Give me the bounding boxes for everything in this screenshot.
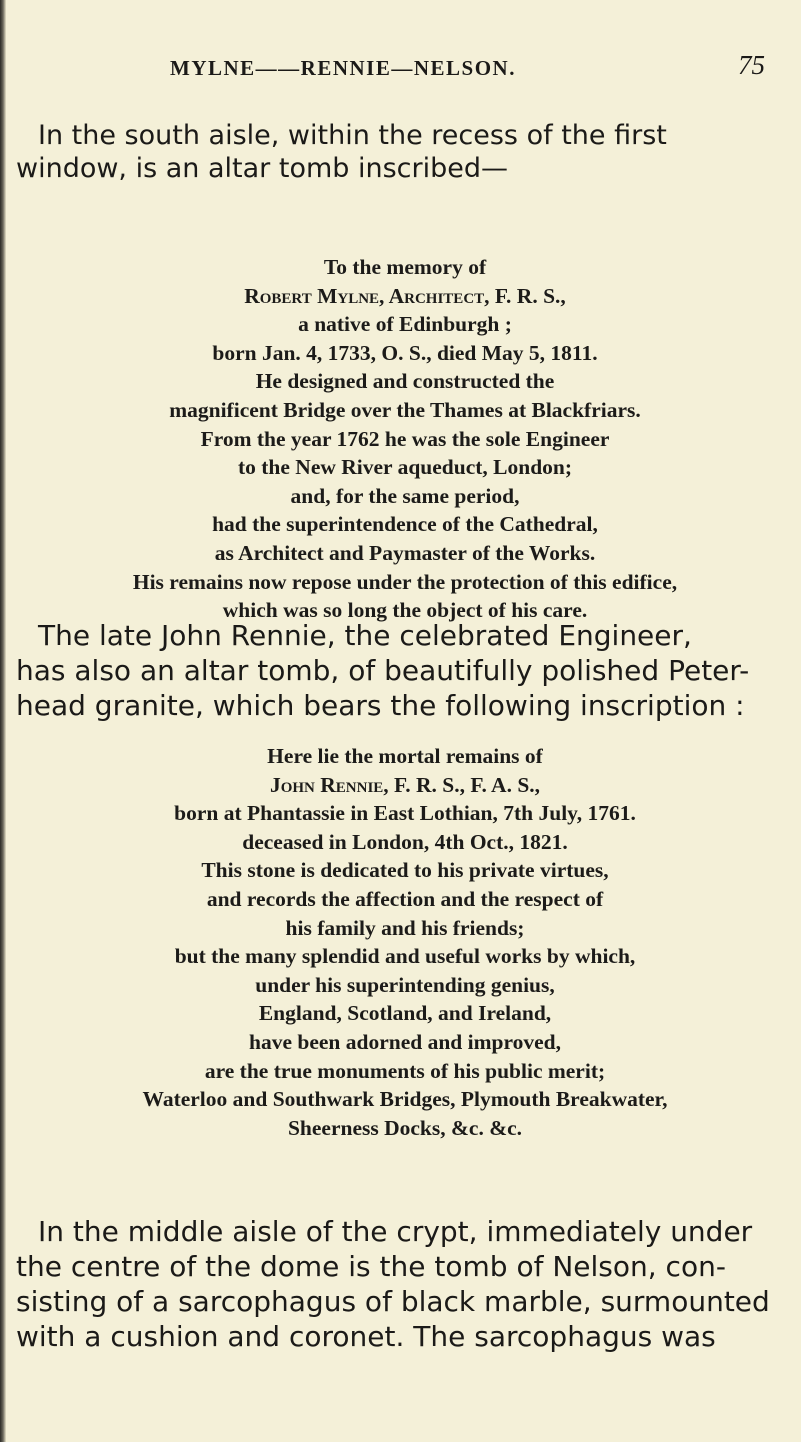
inscription-line: To the memory of [323,255,487,279]
text-line: In the middle aisle of the crypt, immediately under [38,1215,753,1248]
inscription-line: He designed and constructed the [255,369,555,394]
inscription-line: Sheerness Docks, &c. &c. [287,1115,523,1140]
inscription-line: His remains now repose under the protection of this edifice, [132,569,678,594]
paragraph-rennie [16,618,782,723]
inscription-line: Here lie the mortal remains of [267,744,543,768]
inscription-line: to the New River aqueduct, London; [237,455,573,480]
text-line: In the south aisle, within the recess of the first [38,120,667,151]
text-line: head granite, which bears the following inscription : [16,689,745,722]
inscription-line: have been adorned and improved, [249,1029,561,1054]
inscription-mylne [100,253,710,625]
text-line: the centre of the dome is the tomb of Nelson, con- [16,1250,726,1283]
inscription-line: a native of Edinburgh ; [298,312,512,337]
inscription-line: are the true monuments of his public merit; [204,1058,606,1083]
inscription-line: under his superintending genius, [255,972,555,997]
inscription-line: This stone is dedicated to his private virtues, [201,858,609,883]
inscription-line: magnificent Bridge over the Thames at Blackfriars. [169,397,641,422]
inscription-line: deceased in London, 4th Oct., 1821. [242,829,568,854]
text-line: The late John Rennie, the celebrated Engineer, [38,619,692,652]
running-head: MYLNE——RENNIE—NELSON. [170,56,516,80]
inscription-rennie [100,742,710,1142]
paragraph-nelson [16,1214,782,1354]
inscription-line: his family and his friends; [285,915,525,940]
inscription-line: but the many splendid and useful works by which, [174,944,636,969]
inscription-line-name: Robert Mylne, Architect, F. R. S., [244,283,566,308]
text-line: sisting of a sarcophagus of black marble, surmounted [16,1285,770,1318]
text-line: with a cushion and coronet. The sarcophagus was [16,1320,716,1353]
inscription-line: and records the affection and the respect of [206,886,604,911]
inscription-line: had the superintendence of the Cathedral, [212,512,598,537]
inscription-line: which was so long the object of his care. [222,598,588,623]
inscription-line: born at Phantassie in East Lothian, 7th July, 1761. [174,801,636,826]
inscription-line: born Jan. 4, 1733, O. S., died May 5, 1811. [212,340,598,365]
inscription-line-name: John Rennie, F. R. S., F. A. S., [269,772,541,797]
paragraph-south-aisle [16,119,782,185]
inscription-line: From the year 1762 he was the sole Engineer [200,426,610,451]
inscription-line: as Architect and Paymaster of the Works. [214,540,596,565]
inscription-line: and, for the same period, [290,483,520,508]
inscription-line: Waterloo and Southwark Bridges, Plymouth Breakwater, [142,1087,668,1112]
inscription-line: England, Scotland, and Ireland, [258,1001,552,1026]
page-number: 75 [738,50,765,80]
text-line: window, is an altar tomb inscribed— [16,153,508,184]
text-line: has also an altar tomb, of beautifully polished Peter- [16,654,750,687]
